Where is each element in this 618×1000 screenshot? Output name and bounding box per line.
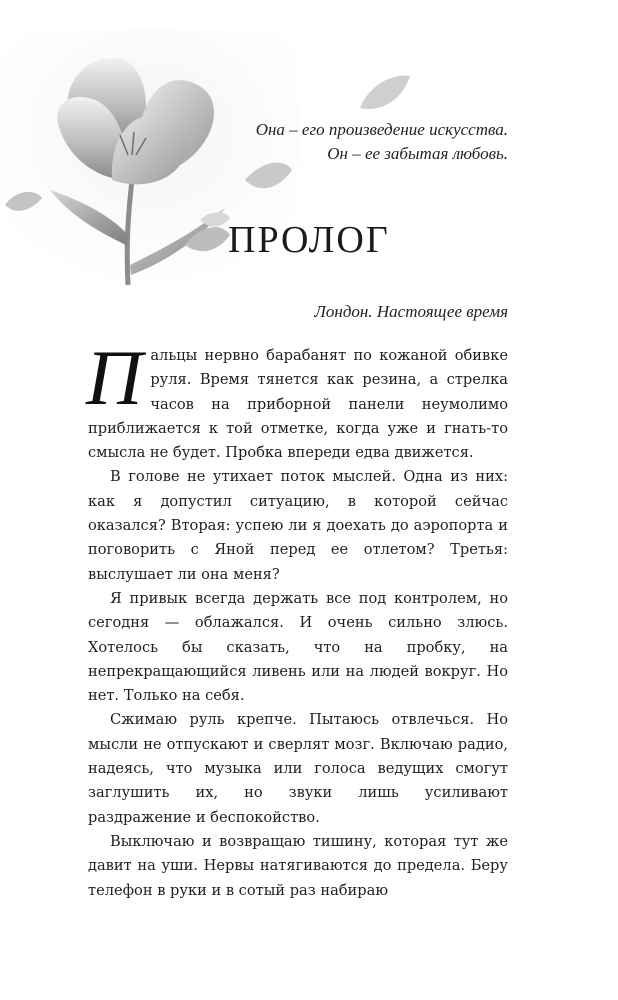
- paragraph-1: [86, 334, 508, 465]
- paragraph-2: В голове не утихает поток мыслей. Одна из них: как я допустил ситуацию, в которой сейчас оказался? Вторая: успею ли я доехать до аэропорта и поговорить с Яной перед ее отлетом? Третья: выслушает ли она меня?: [88, 468, 508, 583]
- paragraph-4: Сжимаю руль крепче. Пытаюсь отвлечься. Но мысли не отпускают и сверлят мозг. Включаю радио, надеясь, что музыка или голоса ведущих смогут заглушить их, но звуки лишь усиливают раздражение и беспокойство.: [88, 711, 508, 826]
- falling-petal-icon: [355, 68, 415, 118]
- paragraph-3: Я привык всегда держать все под контролем, но сегодня — облажался. И очень сильно злюсь. Хотелось бы сказать, что на пробку, на непрекращающийся ливень или на людей вокруг. Но нет. Только на себя.: [88, 589, 508, 705]
- paragraph-1-text: альцы нервно барабанят по кожаной обивке руля. Время тянется как резина, а стрелка часов на приборной панели неумолимо приближается к той отметке, когда уже и гнать-то смысла не будет. Пробка впереди едва движется.: [88, 347, 508, 462]
- drop-cap: П: [86, 334, 143, 421]
- epigraph-line-2: Он – ее забытая любовь.: [327, 144, 508, 163]
- epigraph: [188, 118, 508, 166]
- body-text: [86, 334, 508, 903]
- paragraph-5: Выключаю и возвращаю тишину, которая тут же давит на уши. Нервы натягиваются до предела. Беру телефон в руки и в сотый раз набираю: [88, 832, 508, 899]
- chapter-dateline: Лондон. Настоящее время: [314, 302, 508, 321]
- chapter-title: ПРОЛОГ: [228, 219, 390, 261]
- epigraph-line-1: Она – его произведение искусства.: [255, 120, 508, 139]
